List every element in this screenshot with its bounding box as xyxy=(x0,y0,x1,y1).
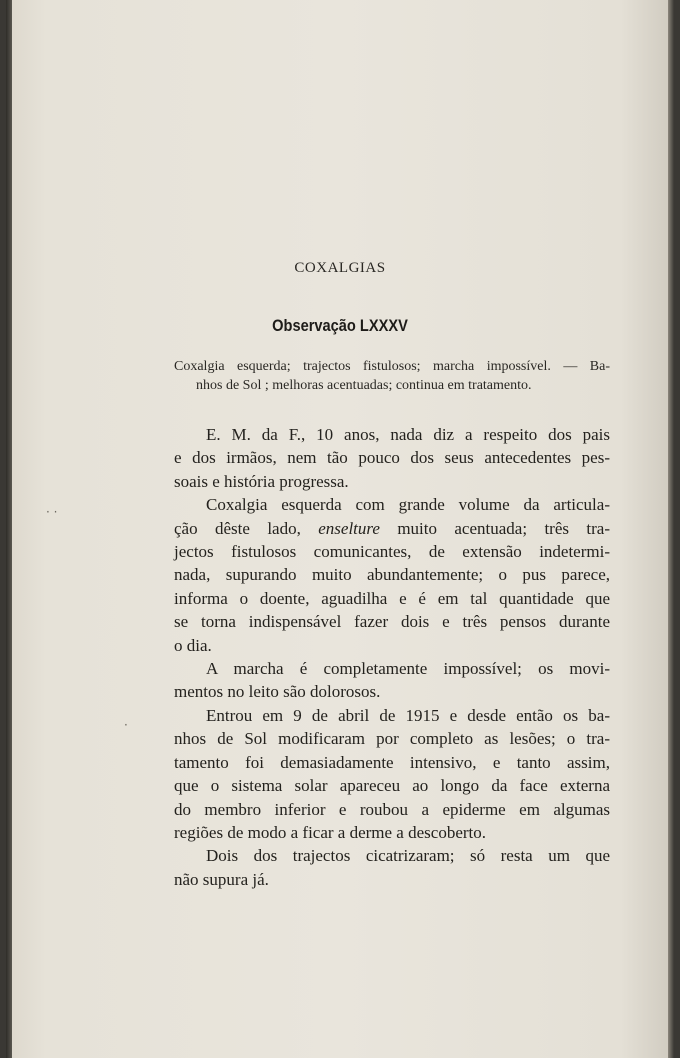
body-line: regiões de modo a ficar a derme a descoberto. xyxy=(174,822,486,842)
body-line: soais e história progressa. xyxy=(174,471,349,491)
body-line: Entrou em 9 de abril de 1915 e desde então os ba- xyxy=(206,705,610,725)
observation-title: Observação LXXXV xyxy=(272,316,408,335)
paper-speck: · xyxy=(124,718,128,732)
italic-term: enselture xyxy=(318,518,380,538)
body-line: jectos fistulosos comunicantes, de extensão indetermi- xyxy=(174,542,610,562)
body-line: se torna indispensável fazer dois e três pensos durante xyxy=(174,612,610,632)
body-line: tamento foi demasiadamente intensivo, e tanto assim, xyxy=(174,752,610,772)
body-line: informa o doente, aguadilha e é em tal quantidade que xyxy=(174,588,610,608)
body-text-run: muito acentuada; três tra- xyxy=(379,518,610,538)
book-page xyxy=(6,0,674,1058)
summary-line: Coxalgia esquerda; trajectos fistulosos; marcha impossível. — Ba- xyxy=(174,359,610,374)
page-edge xyxy=(668,0,674,1058)
body-line: não supura já. xyxy=(174,869,269,889)
body-text-run: ção dêste lado, xyxy=(174,518,319,538)
body-line: que o sistema solar apareceu ao longo da face externa xyxy=(174,776,610,796)
body-line: A marcha é completamente impossível; os movi- xyxy=(206,659,610,679)
summary-line: nhos de Sol ; melhoras acentuadas; continua em tratamento. xyxy=(196,378,532,393)
body-line: o dia. xyxy=(174,635,212,655)
body-line: e dos irmãos, nem tão pouco dos seus antecedentes pes- xyxy=(174,448,610,468)
body-line: E. M. da F., 10 anos, nada diz a respeito dos pais xyxy=(206,425,610,444)
body-line: do membro inferior e roubou a epiderme em algumas xyxy=(174,799,610,819)
body-line: Coxalgia esquerda com grande volume da articula- xyxy=(206,495,610,515)
case-body xyxy=(174,423,610,891)
paper-speck: · · xyxy=(46,505,58,519)
body-line-with-italic xyxy=(174,517,610,540)
body-line: nada, supurando muito abundantemente; o pus parece, xyxy=(174,565,610,585)
page-spine xyxy=(6,0,12,1058)
body-line: Dois dos trajectos cicatrizaram; só resta um que xyxy=(206,846,610,866)
case-summary xyxy=(174,357,610,395)
body-line: nhos de Sol modificaram por completo as lesões; o tra- xyxy=(174,729,610,749)
body-line: mentos no leito são dolorosos. xyxy=(174,682,381,702)
running-head: COXALGIAS xyxy=(294,260,386,276)
